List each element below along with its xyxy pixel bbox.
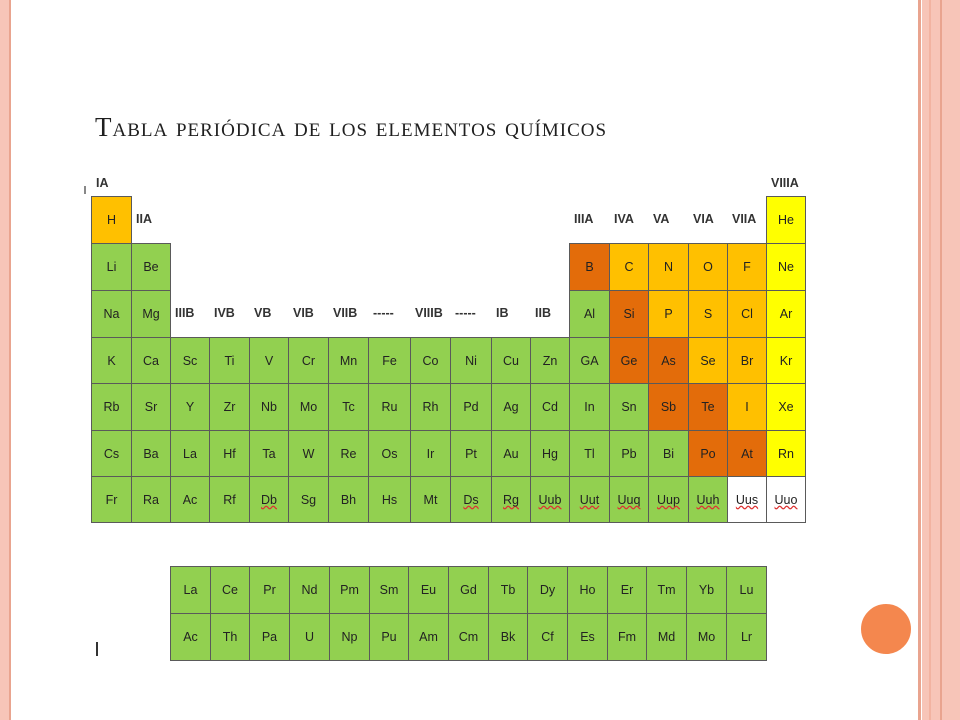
element-symbol: Au [503, 446, 519, 461]
element-symbol: Tl [584, 446, 595, 461]
element-symbol: Ho [579, 583, 596, 597]
accent-circle [858, 601, 914, 657]
element-symbol: Ge [620, 353, 638, 368]
element-symbol: Sn [621, 400, 637, 414]
group-label: IIIA [574, 211, 594, 226]
element-symbol: Tc [342, 400, 355, 414]
element-symbol: Sc [182, 353, 198, 368]
element-cell-h [91, 196, 132, 244]
element-symbol: Cu [503, 353, 519, 368]
element-symbol: He [778, 213, 794, 227]
element-symbol: Th [222, 630, 238, 644]
right-frame-line [940, 0, 942, 720]
element-symbol: Xe [778, 400, 794, 414]
element-symbol: Mn [339, 353, 358, 368]
element-cell-rg [491, 476, 531, 523]
element-cell-sb [648, 383, 689, 431]
element-symbol: I [745, 400, 749, 414]
fblock-cell-np [329, 613, 370, 661]
fblock-cell-u [289, 613, 330, 661]
element-cell-k [91, 337, 132, 384]
element-cell-uuo [766, 476, 806, 523]
element-symbol: Bi [662, 446, 675, 461]
element-symbol: Es [580, 630, 595, 644]
element-cell-rn [766, 430, 806, 477]
element-cell-na [91, 290, 132, 338]
element-cell-ca [131, 337, 171, 384]
group-label: IB [496, 305, 509, 320]
element-cell-re [328, 430, 369, 477]
group-label: IIA [136, 211, 152, 226]
fblock-cell-mo [686, 613, 727, 661]
group-label: VIIIA [771, 176, 799, 190]
element-cell-ge [609, 337, 649, 384]
element-cell-cs [91, 430, 132, 477]
element-cell-tc [328, 383, 369, 431]
element-cell-po [688, 430, 728, 477]
element-cell-ac [170, 476, 210, 523]
element-symbol: Tm [657, 583, 676, 597]
element-symbol: Ru [381, 400, 398, 414]
element-symbol: B [585, 260, 594, 274]
fblock-cell-ho [567, 566, 608, 614]
element-cell-mt [410, 476, 451, 523]
element-symbol: Uut [579, 492, 600, 507]
element-symbol: Ni [465, 353, 477, 368]
element-symbol: Uub [538, 492, 562, 507]
element-symbol: Cd [542, 400, 558, 414]
element-symbol: Ti [224, 353, 235, 368]
element-symbol: O [703, 260, 713, 274]
element-symbol: Hf [223, 446, 236, 461]
fblock-cell-er [607, 566, 647, 614]
element-cell-ds [450, 476, 492, 523]
fblock-cell-cm [448, 613, 489, 661]
element-cell-sg [288, 476, 329, 523]
element-cell-os [368, 430, 411, 477]
fblock-cell-pu [369, 613, 409, 661]
element-symbol: Tb [500, 583, 516, 597]
element-symbol: Na [103, 307, 120, 321]
fblock-cell-fm [607, 613, 647, 661]
element-cell-v [249, 337, 289, 384]
element-cell-mg [131, 290, 171, 338]
element-cell-nb [249, 383, 289, 431]
element-symbol: Pd [463, 400, 479, 414]
group-label: IVA [614, 211, 634, 226]
element-symbol: Cs [103, 446, 120, 461]
element-symbol: Ag [503, 400, 519, 414]
element-cell-uup [648, 476, 689, 523]
element-symbol: Mt [423, 492, 438, 507]
element-symbol: Pb [621, 446, 637, 461]
fblock-cell-tm [646, 566, 687, 614]
element-symbol: Dy [539, 583, 556, 597]
element-symbol: Eu [420, 583, 437, 597]
element-symbol: Yb [698, 583, 715, 597]
element-symbol: Si [623, 307, 635, 321]
element-symbol: Fe [382, 353, 397, 368]
element-symbol: Al [583, 307, 596, 321]
element-cell-uut [569, 476, 610, 523]
element-symbol: Br [740, 353, 754, 368]
element-cell-db [249, 476, 289, 523]
element-symbol: Hs [381, 492, 398, 507]
group-label: VIIIB [415, 305, 443, 320]
fblock-cell-lu [726, 566, 767, 614]
element-symbol: Np [341, 630, 358, 644]
group-label: ----- [373, 305, 394, 320]
element-symbol: C [624, 260, 634, 274]
element-symbol: Gd [460, 583, 477, 597]
element-symbol: Sg [300, 492, 317, 507]
element-symbol: Ba [143, 446, 159, 461]
element-cell-te [688, 383, 728, 431]
element-symbol: Er [620, 583, 634, 597]
element-symbol: Zr [223, 400, 236, 414]
element-symbol: Cf [541, 630, 554, 644]
right-frame-line [918, 0, 921, 720]
element-symbol: Ta [262, 446, 276, 461]
element-symbol: Bk [500, 630, 516, 644]
element-symbol: Ds [463, 492, 479, 507]
element-cell-ir [410, 430, 451, 477]
element-cell-mo [288, 383, 329, 431]
element-cell-w [288, 430, 329, 477]
element-symbol: Uup [657, 492, 680, 507]
element-symbol: Ac [183, 630, 198, 644]
fblock-cell-pa [249, 613, 290, 661]
element-cell-hs [368, 476, 411, 523]
element-cell-rb [91, 383, 132, 431]
element-cell-rf [209, 476, 250, 523]
element-symbol: Cr [301, 353, 316, 368]
fblock-cell-lr [726, 613, 767, 661]
element-cell-be [131, 243, 171, 291]
element-symbol: Kr [779, 353, 793, 368]
element-cell-c [609, 243, 649, 291]
fblock-cell-pr [249, 566, 290, 614]
element-symbol: Po [700, 446, 716, 461]
element-symbol: Lr [740, 630, 753, 644]
element-symbol: Pt [465, 446, 477, 461]
element-symbol: Cm [458, 630, 479, 644]
element-symbol: Li [106, 260, 117, 274]
element-cell-sn [609, 383, 649, 431]
element-cell-uuh [688, 476, 728, 523]
element-cell-si [609, 290, 649, 338]
fblock-cell-ac [170, 613, 211, 661]
element-symbol: Pu [381, 630, 397, 644]
element-cell-br [727, 337, 767, 384]
element-cell-p [648, 290, 689, 338]
element-symbol: Te [701, 400, 715, 414]
element-symbol: K [107, 353, 116, 368]
element-symbol: Ir [426, 446, 435, 461]
element-symbol: Pm [340, 583, 359, 597]
element-cell-at [727, 430, 767, 477]
element-symbol: Sm [379, 583, 399, 597]
element-symbol: Fr [105, 492, 118, 507]
fblock-cell-tb [488, 566, 528, 614]
element-cell-uub [530, 476, 570, 523]
element-symbol: Uus [735, 492, 759, 507]
element-symbol: Ra [143, 492, 159, 507]
element-symbol: S [703, 307, 713, 321]
element-symbol: Be [143, 260, 159, 274]
fblock-cell-eu [408, 566, 449, 614]
element-cell-f [727, 243, 767, 291]
element-symbol: Os [381, 446, 398, 461]
fblock-cell-am [408, 613, 449, 661]
group-label: VIA [693, 211, 714, 226]
element-cell-uus [727, 476, 767, 523]
element-symbol: Am [419, 630, 438, 644]
right-frame-line [929, 0, 931, 720]
element-symbol: Nd [301, 583, 318, 597]
element-symbol: GA [580, 353, 599, 368]
element-cell-se [688, 337, 728, 384]
element-symbol: Sr [144, 400, 158, 414]
element-symbol: V [264, 353, 274, 368]
element-symbol: Sb [660, 400, 677, 414]
element-symbol: Rh [422, 400, 439, 414]
element-cell-co [410, 337, 451, 384]
element-cell-ne [766, 243, 806, 291]
element-symbol: Uuh [696, 492, 720, 507]
element-cell-hg [530, 430, 570, 477]
element-cell-ar [766, 290, 806, 338]
element-cell-pt [450, 430, 492, 477]
element-symbol: Hg [542, 446, 558, 461]
element-cell-mn [328, 337, 369, 384]
element-symbol: At [741, 446, 753, 461]
element-cell-ru [368, 383, 411, 431]
element-cell-fe [368, 337, 411, 384]
element-cell-hf [209, 430, 250, 477]
element-symbol: Fm [617, 630, 637, 644]
element-symbol: Rb [103, 400, 120, 414]
element-cell-s [688, 290, 728, 338]
element-symbol: Ne [778, 260, 794, 274]
element-symbol: In [584, 400, 595, 414]
table-edge-mark [84, 186, 86, 194]
element-symbol: Db [261, 492, 277, 507]
element-cell-as [648, 337, 689, 384]
text-cursor-mark [96, 642, 98, 656]
element-cell-la [170, 430, 210, 477]
element-symbol: W [302, 446, 315, 461]
element-symbol: N [663, 260, 674, 274]
element-symbol: Ac [182, 492, 198, 507]
element-symbol: Rg [503, 492, 519, 507]
element-symbol: Rn [778, 446, 794, 461]
element-cell-pb [609, 430, 649, 477]
element-cell-in [569, 383, 610, 431]
group-label: VIIA [732, 211, 757, 226]
group-label: IIB [535, 305, 551, 320]
element-cell-he [766, 196, 806, 244]
element-symbol: Co [422, 353, 439, 368]
element-cell-uuq [609, 476, 649, 523]
group-label: VIIB [333, 305, 358, 320]
element-cell-ra [131, 476, 171, 523]
element-symbol: P [664, 307, 673, 321]
fblock-cell-dy [527, 566, 568, 614]
fblock-cell-ce [210, 566, 250, 614]
element-cell-kr [766, 337, 806, 384]
fblock-cell-pm [329, 566, 370, 614]
group-label: VB [254, 305, 272, 320]
element-cell-bh [328, 476, 369, 523]
element-cell-sr [131, 383, 171, 431]
element-symbol: Ca [143, 353, 159, 368]
element-symbol: Re [340, 446, 357, 461]
element-cell-n [648, 243, 689, 291]
element-cell-cu [491, 337, 531, 384]
element-symbol: U [304, 630, 315, 644]
element-cell-al [569, 290, 610, 338]
element-cell-ti [209, 337, 250, 384]
element-cell-cd [530, 383, 570, 431]
element-symbol: Rf [223, 492, 236, 507]
group-label: ----- [455, 305, 476, 320]
element-cell-xe [766, 383, 806, 431]
element-cell-ni [450, 337, 492, 384]
element-cell-y [170, 383, 210, 431]
group-label: IIIB [175, 305, 195, 320]
element-cell-cr [288, 337, 329, 384]
group-label: IA [96, 176, 109, 190]
element-symbol: Bh [340, 492, 357, 507]
element-symbol: Md [657, 630, 676, 644]
element-cell-ta [249, 430, 289, 477]
fblock-cell-cf [527, 613, 568, 661]
element-symbol: Y [185, 400, 195, 414]
element-symbol: La [183, 583, 198, 597]
group-label: VA [653, 211, 670, 226]
left-frame-line [9, 0, 11, 720]
fblock-cell-md [646, 613, 687, 661]
element-symbol: Ar [779, 307, 793, 321]
element-cell-b [569, 243, 610, 291]
element-symbol: Cl [741, 307, 753, 321]
element-cell-o [688, 243, 728, 291]
element-cell-au [491, 430, 531, 477]
left-frame-band [0, 0, 9, 720]
fblock-cell-yb [686, 566, 727, 614]
element-symbol: Pr [263, 583, 276, 597]
fblock-cell-bk [488, 613, 528, 661]
element-cell-ba [131, 430, 171, 477]
group-label: IVB [214, 305, 235, 320]
element-cell-ga [569, 337, 610, 384]
element-symbol: Pa [261, 630, 278, 644]
element-symbol: H [106, 213, 117, 227]
element-symbol: Se [700, 353, 716, 368]
fblock-cell-th [210, 613, 250, 661]
element-cell-i [727, 383, 767, 431]
fblock-cell-gd [448, 566, 489, 614]
fblock-cell-la [170, 566, 211, 614]
element-symbol: Mo [299, 400, 318, 414]
element-symbol: Lu [739, 583, 754, 597]
element-symbol: Ce [222, 583, 238, 597]
element-cell-cl [727, 290, 767, 338]
element-cell-zn [530, 337, 570, 384]
element-symbol: La [183, 446, 197, 461]
element-symbol: Nb [261, 400, 277, 414]
element-cell-pd [450, 383, 492, 431]
slide-title: Tabla periódica de los elementos químicos [95, 112, 608, 142]
group-label: VIB [293, 305, 314, 320]
fblock-cell-nd [289, 566, 330, 614]
element-cell-li [91, 243, 132, 291]
fblock-cell-es [567, 613, 608, 661]
element-symbol: F [743, 260, 751, 274]
element-cell-bi [648, 430, 689, 477]
element-symbol: As [661, 353, 676, 368]
element-symbol: Zn [542, 353, 558, 368]
element-cell-tl [569, 430, 610, 477]
element-cell-sc [170, 337, 210, 384]
element-symbol: Uuo [774, 492, 798, 507]
element-symbol: Mo [697, 630, 716, 644]
element-cell-zr [209, 383, 250, 431]
element-cell-ag [491, 383, 531, 431]
fblock-cell-sm [369, 566, 409, 614]
element-symbol: Mg [142, 307, 160, 321]
element-cell-fr [91, 476, 132, 523]
element-symbol: Uuq [617, 492, 641, 507]
element-cell-rh [410, 383, 451, 431]
